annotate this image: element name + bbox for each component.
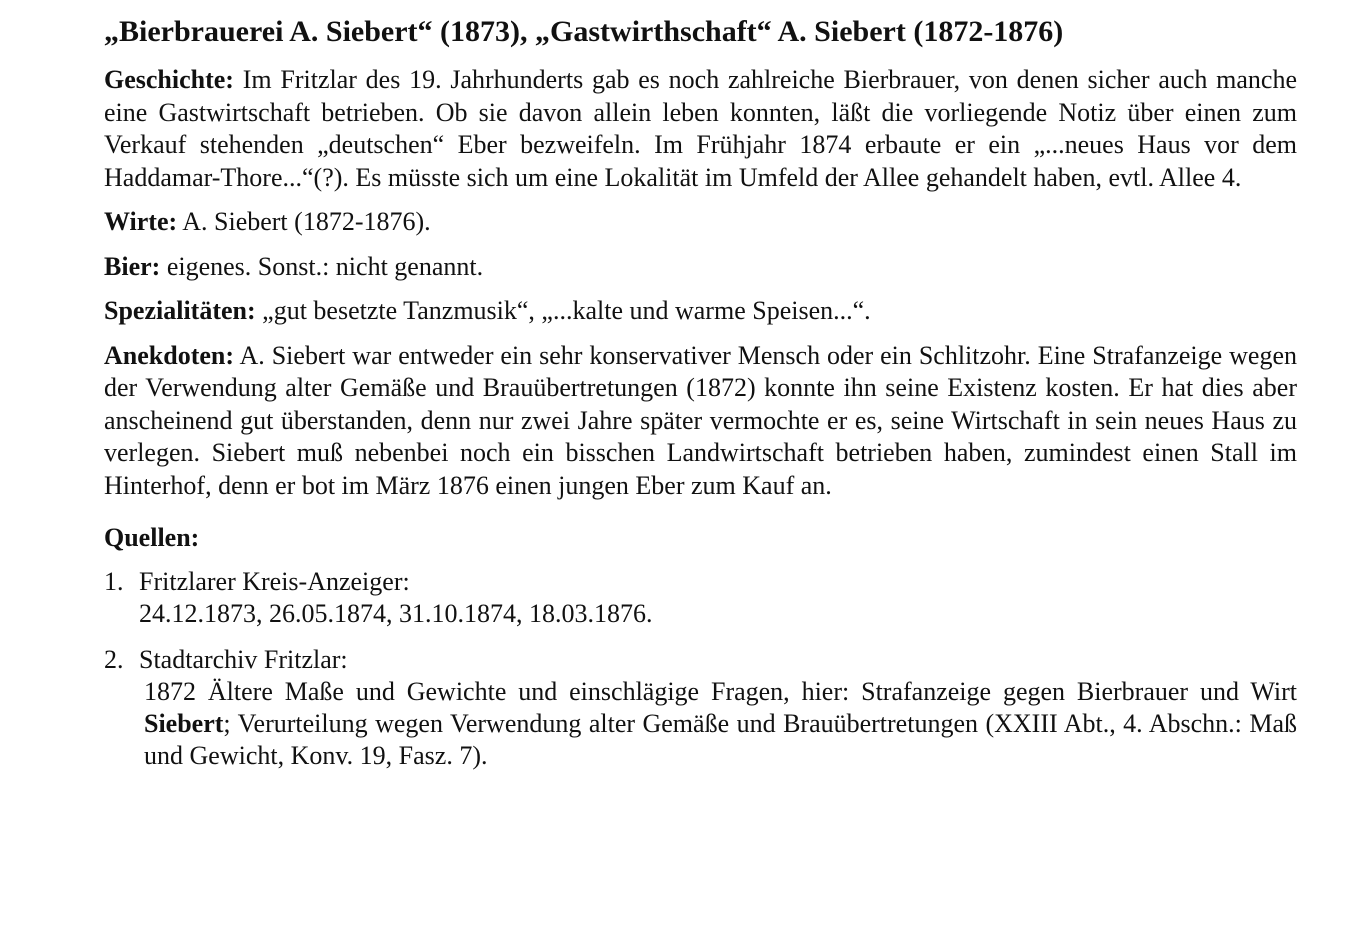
section-bier (104, 251, 1297, 284)
section-spezialitaeten (104, 295, 1297, 328)
text-geschichte: Im Fritzlar des 19. Jahrhunderts gab es noch zahlreiche Bierbrauer, von denen sicher auch manche eine Gastwirtschaft betrieben. Ob sie davon allein leben konnten, läßt die vorliegende Notiz über einen zum Verkauf stehenden „deutschen“ Eber bezweifeln. Im Frühjahr 1874 erbaute er ein „...neues Haus vor dem Haddamar-Thore...“(?). Es müsste sich um eine Lokalität im Umfeld der Allee gehandelt haben, evtl. Allee 4. (104, 65, 1298, 192)
label-geschichte: Geschichte: (104, 65, 234, 94)
text-bier: eigenes. Sonst.: nicht genannt. (166, 251, 484, 281)
source-details (104, 676, 1297, 772)
label-spezialitaeten: Spezialitäten: (104, 296, 256, 325)
label-bier: Bier: (104, 251, 161, 281)
source-title: Stadtarchiv Fritzlar: (139, 645, 348, 674)
source-number: 1. (104, 567, 124, 596)
source-details-text: ; Verurteilung wegen Verwendung alter Gemäße und Brauübertretungen (XXIII Abt., 4. Abschn.: Maß und Gewicht, Konv. 19, Fasz. 7). (144, 709, 1297, 770)
source-number: 2. (104, 645, 124, 674)
text-wirte: A. Siebert (1872-1876). (182, 207, 431, 236)
sources-heading: Quellen: (104, 523, 200, 552)
document-title: „Bierbrauerei A. Siebert“ (1873), „Gastwirthschaft“ A. Siebert (1872-1876) (104, 15, 1064, 48)
source-title: Fritzlarer Kreis-Anzeiger: (139, 567, 410, 596)
source-details-text: 1872 Ältere Maße und Gewichte und einschlägige Fragen, hier: Strafanzeige gegen Bierbrauer und Wirt (144, 677, 1297, 706)
source-item (104, 644, 1297, 772)
source-details-bold: Siebert (144, 709, 224, 738)
source-details: 24.12.1873, 26.05.1874, 31.10.1874, 18.03.1876. (139, 599, 653, 628)
source-item (104, 566, 1297, 630)
text-anekdoten: A. Siebert war entweder ein sehr konservativer Mensch oder ein Schlitzohr. Eine Strafanzeige wegen der Verwendung alter Gemäße und Brauübertretungen (1872) konnte ihn seine Existenz kosten. Er hat dies aber anscheinend gut überstanden, denn nur zwei Jahre später vermochte er es, seine Wirtschaft in sein neues Haus zu verlegen. Siebert muß nebenbei noch ein bisschen Landwirtschaft betrieben haben, zumindest einen Stall im Hinterhof, denn er bot im März 1876 einen jungen Eber zum Kauf an. (104, 340, 1297, 500)
label-anekdoten: Anekdoten: (104, 340, 235, 370)
label-wirte: Wirte: (104, 207, 178, 236)
section-wirte (104, 206, 1297, 239)
document-page (104, 14, 1297, 786)
section-geschichte (104, 64, 1297, 194)
text-spezialitaeten: „gut besetzte Tanzmusik“, „...kalte und warme Speisen...“. (262, 296, 871, 325)
section-anekdoten (104, 340, 1297, 503)
